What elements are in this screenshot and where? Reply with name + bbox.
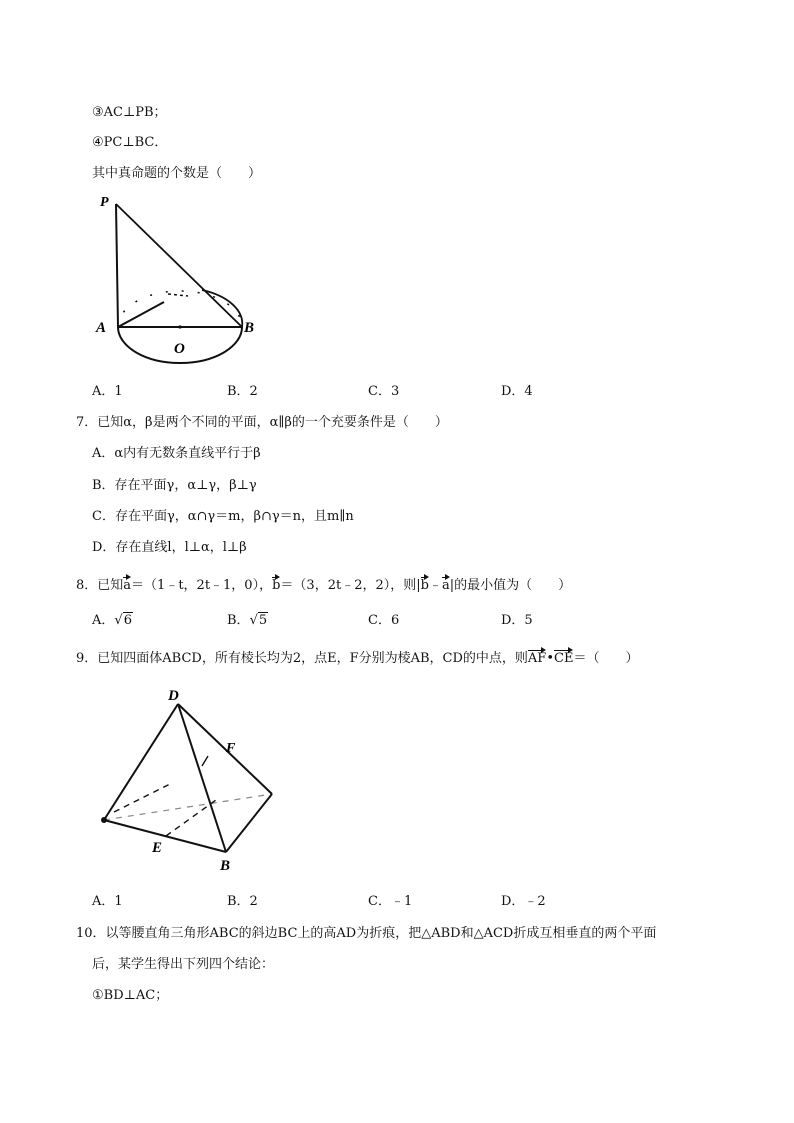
- q9-figure: [92, 680, 292, 880]
- q9-vector-af: AF: [527, 651, 547, 666]
- q6-option-a: A．1: [92, 384, 123, 399]
- q9-stem: [76, 650, 638, 668]
- q8-vector-b2: b: [420, 578, 429, 593]
- q6-label-o: O: [174, 341, 185, 357]
- q8-option-c: C．6: [368, 613, 400, 628]
- q8-option-a-label: A．: [92, 613, 115, 628]
- q8-option-b-radicand: 5: [258, 613, 268, 628]
- q10-stem-line1: 10．以等腰直角三角形ABC的斜边BC上的高AD为折痕，把△ABD和△ACD折成互相垂直的两个平面: [76, 926, 657, 941]
- q9-label-d: D: [168, 688, 179, 704]
- q9-vector-ce: CE: [554, 651, 574, 666]
- q9-option-c: C．﹣1: [368, 894, 413, 909]
- sqrt-icon: √6: [114, 613, 132, 628]
- q6-statement-4: ④PC⊥BC．: [92, 135, 168, 150]
- q8-prefix: 8．已知: [76, 578, 124, 593]
- q6-option-c: C．3: [368, 384, 400, 399]
- q7-option-a: A．α内有无数条直线平行于β: [92, 446, 261, 461]
- q6-stem: 其中真命题的个数是（ ）: [92, 166, 262, 181]
- q10-statement-1: ①BD⊥AC；: [92, 988, 169, 1003]
- q6-label-b: B: [244, 320, 255, 336]
- q8-mid1: ＝（1﹣t，2t﹣1，0），: [131, 578, 273, 593]
- q9-option-d: D．﹣2: [501, 894, 546, 909]
- q9-label-e: E: [152, 840, 163, 856]
- q10-stem-line2: 后，某学生得出下列四个结论：: [92, 957, 275, 972]
- q6-option-b: B．2: [227, 384, 258, 399]
- q8-option-d: D．5: [501, 613, 533, 628]
- q6-option-d: D．4: [501, 384, 533, 399]
- q8-vector-b: b: [272, 578, 281, 593]
- q8-suffix: |的最小值为（ ）: [449, 578, 572, 593]
- q7-option-d: D．存在直线l，l⊥α，l⊥β: [92, 540, 247, 555]
- q8-vector-a: a: [123, 578, 132, 593]
- q8-mid2: ＝（3，2t﹣2，2），则|: [280, 578, 421, 593]
- q7-option-c: C．存在平面γ，α∩γ＝m，β∩γ＝n，且m∥n: [92, 509, 354, 524]
- q9-option-a: A．1: [92, 894, 123, 909]
- q8-minus: ﹣: [428, 578, 442, 593]
- q9-label-f: F: [226, 741, 236, 756]
- q9-label-b: B: [220, 858, 231, 874]
- q7-stem: 7．已知α，β是两个不同的平面，α∥β的一个充要条件是（ ）: [76, 415, 448, 430]
- q8-stem: [76, 577, 571, 595]
- q8-vector-a2: a: [441, 578, 450, 593]
- q8-option-b-label: B．: [227, 613, 250, 628]
- q9-option-b: B．2: [227, 894, 258, 909]
- q6-label-a: A: [96, 320, 107, 336]
- q9-stem-text: 9．已知四面体ABCD，所有棱长均为2，点E，F分别为棱AB，CD的中点，则: [76, 651, 528, 666]
- q7-option-b: B．存在平面γ，α⊥γ，β⊥γ: [92, 478, 257, 493]
- q9-dot: •: [546, 651, 555, 666]
- q9-suffix: ＝（ ）: [573, 651, 639, 666]
- q6-label-p: P: [100, 195, 109, 210]
- q8-option-b: [227, 612, 268, 630]
- q6-figure: [92, 190, 272, 370]
- sqrt-icon: √5: [249, 613, 268, 628]
- q8-option-a-radicand: 6: [123, 613, 132, 628]
- q6-statement-3: ③AC⊥PB；: [92, 105, 167, 120]
- q8-option-a: [92, 612, 133, 630]
